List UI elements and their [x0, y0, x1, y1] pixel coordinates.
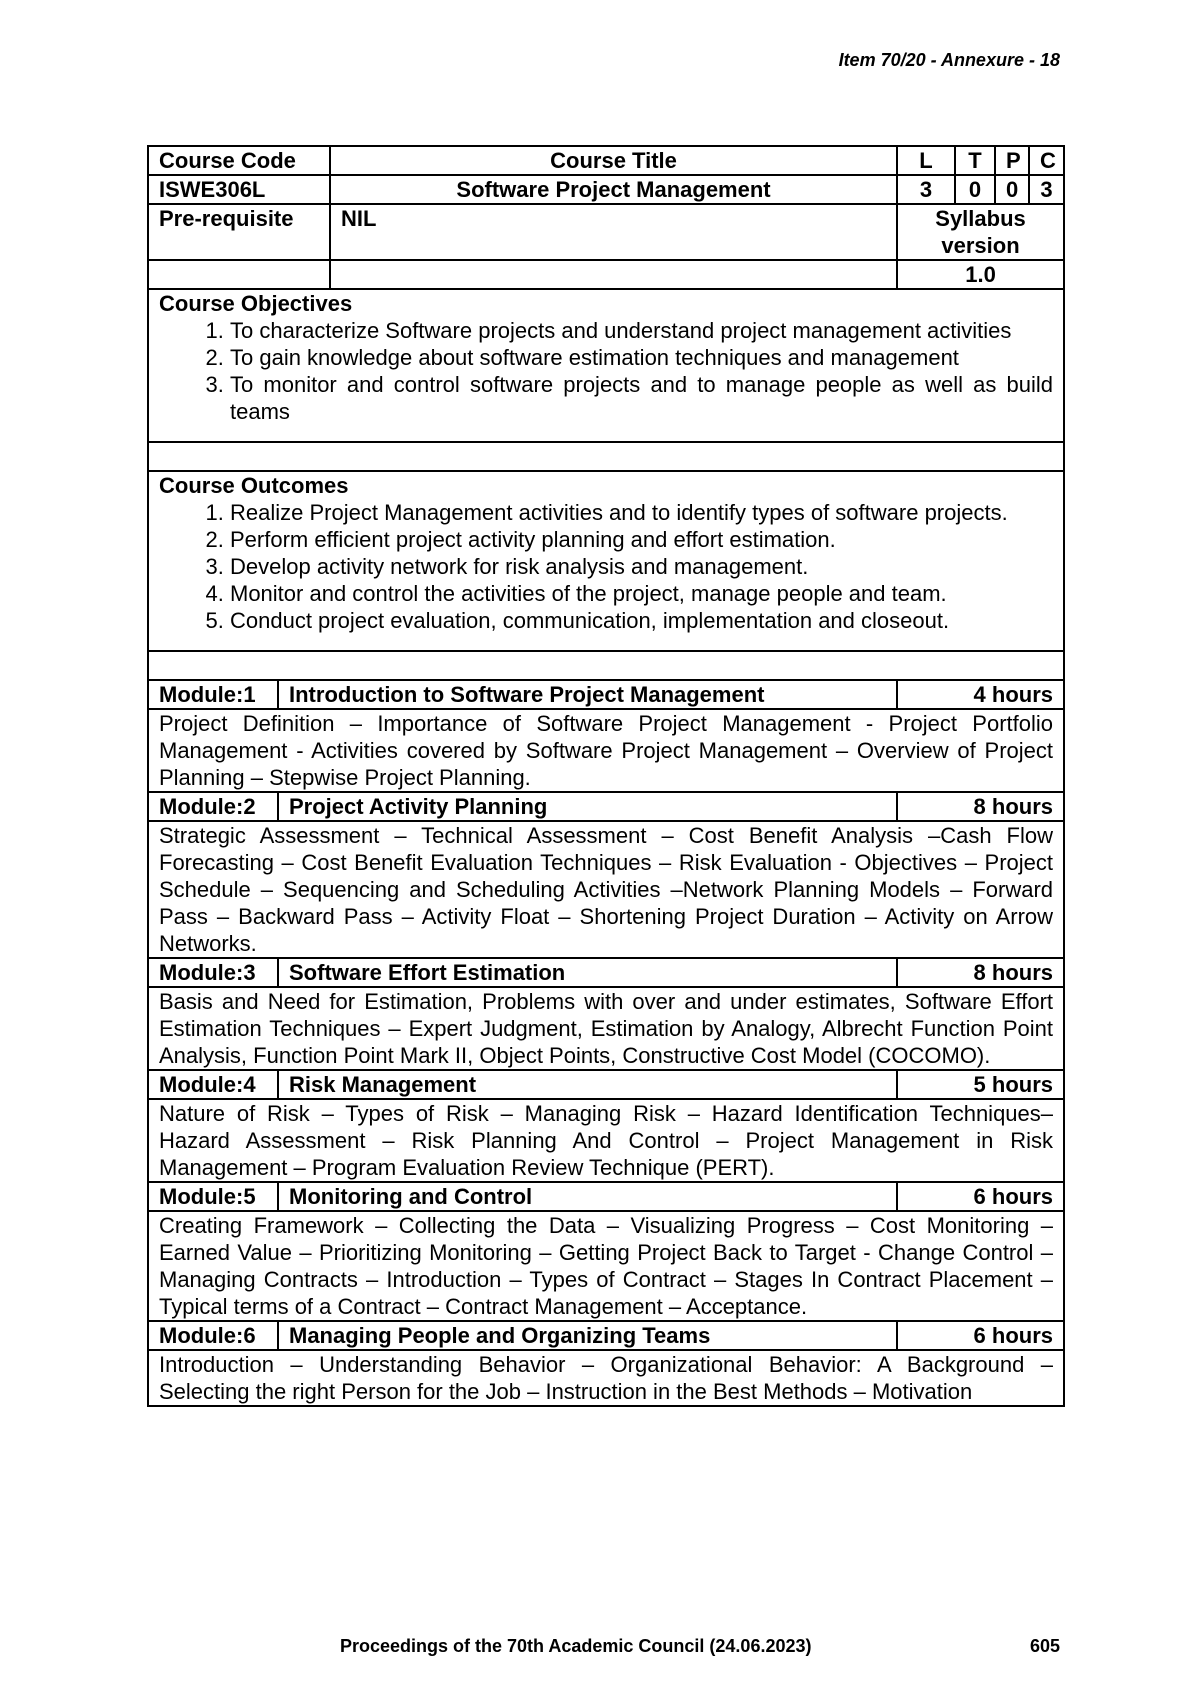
course-title: Software Project Management [330, 175, 897, 204]
empty-cell [330, 260, 897, 289]
t-label: T [955, 146, 995, 175]
module-label: Module:5 [148, 1182, 278, 1211]
empty-cell [148, 442, 1064, 471]
syllabus-version: 1.0 [897, 260, 1064, 289]
module-title: Managing People and Organizing Teams [278, 1321, 897, 1350]
module-content: Nature of Risk – Types of Risk – Managing Risk – Hazard Identification Techniques– Hazard Assessment – Risk Planning And Control – Project Management in Risk Management – Program Evaluation Review Technique (PERT). [148, 1099, 1064, 1182]
module-content: Creating Framework – Collecting the Data – Visualizing Progress – Cost Monitoring – Earned Value – Prioritizing Monitoring – Getting Project Back to Target - Change Control – Managing Contracts – Introduction – Types of Contract – Stages In Contract Placement – Typical terms of a Contract – Contract Management – Acceptance. [148, 1211, 1064, 1321]
empty-cell [148, 260, 330, 289]
syllabus-version-label: Syllabus version [897, 204, 1064, 260]
module-content: Project Definition – Importance of Software Project Management - Project Portfolio Management - Activities covered by Software Project Management – Overview of Project Planning – Stepwise Project Planning. [148, 709, 1064, 792]
module-header-row [148, 1182, 1064, 1211]
list-item: 1. To characterize Software projects and understand project management activities [230, 317, 1053, 344]
list-item: 3. Develop activity network for risk analysis and management. [230, 553, 1053, 580]
module-title: Software Effort Estimation [278, 958, 897, 987]
objectives-row [148, 289, 1064, 442]
module-header-row [148, 958, 1064, 987]
module-label: Module:2 [148, 792, 278, 821]
page-number: 605 [1029, 1636, 1060, 1656]
objectives-list [159, 317, 1053, 425]
module-content-row [148, 987, 1064, 1070]
list-item: 2. Perform efficient project activity planning and effort estimation. [230, 526, 1053, 553]
course-code: ISWE306L [148, 175, 330, 204]
module-label: Module:3 [148, 958, 278, 987]
course-header-row [148, 146, 1064, 175]
module-hours: 4 hours [897, 680, 1064, 709]
objectives-heading: Course Objectives [159, 291, 353, 316]
module-content-row [148, 709, 1064, 792]
outcomes-heading: Course Outcomes [159, 473, 349, 498]
syllabus-table [147, 145, 1065, 1407]
spacer-row [148, 651, 1064, 680]
module-content: Basis and Need for Estimation, Problems with over and under estimates, Software Effort Estimation Techniques – Expert Judgment, Estimation by Analogy, Albrecht Function Point Analysis, Function Point Mark II, Object Points, Constructive Cost Model (COCOMO). [148, 987, 1064, 1070]
syllabus-version-row [148, 260, 1064, 289]
module-header-row [148, 1070, 1064, 1099]
prerequisite-row [148, 204, 1064, 260]
module-content-row [148, 821, 1064, 958]
outcomes-cell [148, 471, 1064, 651]
course-title-label: Course Title [330, 146, 897, 175]
module-content: Introduction – Understanding Behavior – Organizational Behavior: A Background – Selecting the right Person for the Job – Instruction in the Best Methods – Motivation [148, 1350, 1064, 1406]
module-content: Strategic Assessment – Technical Assessment – Cost Benefit Analysis –Cash Flow Forecasting – Cost Benefit Evaluation Techniques – Risk Evaluation - Objectives – Project Schedule – Sequencing and Scheduling Activities –Network Planning Models – Forward Pass – Backward Pass – Activity Float – Shortening Project Duration – Activity on Arrow Networks. [148, 821, 1064, 958]
l-value: 3 [897, 175, 955, 204]
module-title: Project Activity Planning [278, 792, 897, 821]
p-label: P [995, 146, 1029, 175]
empty-cell [148, 651, 1064, 680]
t-value: 0 [955, 175, 995, 204]
l-label: L [897, 146, 955, 175]
p-value: 0 [995, 175, 1029, 204]
module-content-row [148, 1099, 1064, 1182]
module-hours: 5 hours [897, 1070, 1064, 1099]
module-label: Module:6 [148, 1321, 278, 1350]
list-item: 1. Realize Project Management activities and to identify types of software projects. [230, 499, 1053, 526]
prerequisite-value: NIL [330, 204, 897, 260]
list-item: 5. Conduct project evaluation, communication, implementation and closeout. [230, 607, 1053, 634]
module-label: Module:4 [148, 1070, 278, 1099]
module-header-row [148, 792, 1064, 821]
module-hours: 6 hours [897, 1321, 1064, 1350]
module-title: Risk Management [278, 1070, 897, 1099]
module-title: Monitoring and Control [278, 1182, 897, 1211]
outcomes-list [159, 499, 1053, 634]
module-hours: 8 hours [897, 958, 1064, 987]
module-header-row [148, 1321, 1064, 1350]
module-content-row [148, 1350, 1064, 1406]
course-code-label: Course Code [148, 146, 330, 175]
prerequisite-label: Pre-requisite [148, 204, 330, 260]
list-item: 2. To gain knowledge about software estimation techniques and management [230, 344, 1053, 371]
module-hours: 6 hours [897, 1182, 1064, 1211]
module-header-row [148, 680, 1064, 709]
outcomes-row [148, 471, 1064, 651]
module-hours: 8 hours [897, 792, 1064, 821]
annexure-reference: Item 70/20 - Annexure - 18 [838, 50, 1060, 70]
list-item: 3. To monitor and control software projects and to manage people as well as build teams [230, 371, 1053, 425]
spacer-row [148, 442, 1064, 471]
module-label: Module:1 [148, 680, 278, 709]
module-content-row [148, 1211, 1064, 1321]
c-value: 3 [1029, 175, 1064, 204]
objectives-cell [148, 289, 1064, 442]
c-label: C [1029, 146, 1064, 175]
list-item: 4. Monitor and control the activities of the project, manage people and team. [230, 580, 1053, 607]
footer-proceedings: Proceedings of the 70th Academic Council (24.06.2023) [340, 1636, 812, 1656]
module-title: Introduction to Software Project Management [278, 680, 897, 709]
course-info-row [148, 175, 1064, 204]
